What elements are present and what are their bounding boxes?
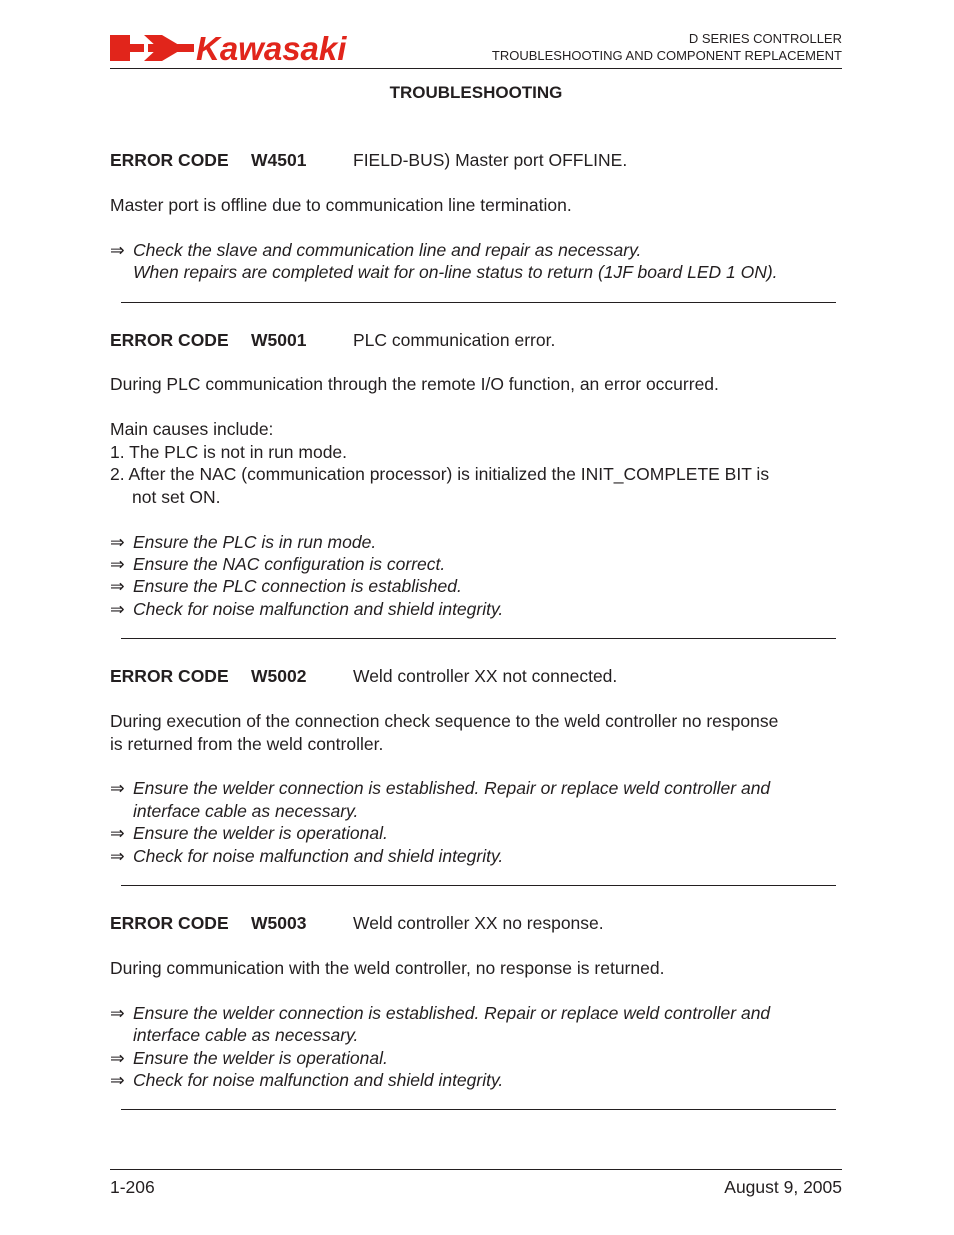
- action-item: ⇒ Ensure the welder connection is established. Repair or replace weld controller and: [110, 778, 771, 798]
- error-description: Master port is offline due to communication line termination.: [110, 195, 572, 215]
- cause-item: 2. After the NAC (communication processor) is initialized the INIT_COMPLETE BIT is: [110, 464, 770, 484]
- arrow-icon: ⇒: [110, 554, 125, 574]
- section-separator: [121, 302, 836, 303]
- error-code: W5001: [251, 330, 307, 350]
- error-title: Weld controller XX no response.: [353, 913, 604, 933]
- error-label: ERROR CODE: [110, 913, 229, 933]
- page-title: TROUBLESHOOTING: [389, 83, 563, 102]
- arrow-icon: ⇒: [110, 532, 125, 552]
- action-item: ⇒ Check the slave and communication line and repair as necessary.: [110, 240, 642, 260]
- action-item: ⇒ Ensure the PLC is in run mode.: [110, 532, 377, 552]
- arrow-icon: ⇒: [110, 599, 125, 619]
- action-item: ⇒ Ensure the welder is operational.: [110, 823, 388, 843]
- action-item-continued: interface cable as necessary.: [133, 801, 359, 821]
- arrow-icon: ⇒: [110, 778, 125, 798]
- page-date: August 9, 2005: [724, 1177, 842, 1197]
- error-description-continued: is returned from the weld controller.: [110, 734, 384, 754]
- action-item: ⇒ Ensure the NAC configuration is correct.: [110, 554, 446, 574]
- error-code: W5002: [251, 666, 307, 686]
- arrow-icon: ⇒: [110, 823, 125, 843]
- action-item: ⇒ Check for noise malfunction and shield integrity.: [110, 1070, 504, 1090]
- action-item: ⇒ Check for noise malfunction and shield integrity.: [110, 599, 504, 619]
- cause-item: 1. The PLC is not in run mode.: [110, 442, 348, 462]
- error-label: ERROR CODE: [110, 666, 229, 686]
- error-title: Weld controller XX not connected.: [353, 666, 618, 686]
- action-item: ⇒ Ensure the welder connection is established. Repair or replace weld controller and: [110, 1003, 771, 1023]
- error-description: During execution of the connection check sequence to the weld controller no response: [110, 711, 779, 731]
- arrow-icon: ⇒: [110, 846, 125, 866]
- logo-text: Kawasaki: [196, 33, 347, 63]
- section-separator: [121, 1109, 836, 1110]
- causes-intro: Main causes include:: [110, 419, 274, 439]
- section-separator: [121, 885, 836, 886]
- action-item: ⇒ Ensure the PLC connection is established.: [110, 576, 462, 596]
- action-item: ⇒ Check for noise malfunction and shield integrity.: [110, 846, 504, 866]
- arrow-icon: ⇒: [110, 576, 125, 596]
- arrow-icon: ⇒: [110, 1070, 125, 1090]
- kawasaki-logo: [110, 33, 388, 63]
- footer-rule: [110, 1169, 842, 1170]
- error-label: ERROR CODE: [110, 330, 229, 350]
- header-line-2: TROUBLESHOOTING AND COMPONENT REPLACEMENT: [491, 48, 842, 63]
- error-description: During PLC communication through the remote I/O function, an error occurred.: [110, 374, 719, 394]
- header-line-1: D SERIES CONTROLLER: [688, 31, 842, 46]
- action-item-continued: When repairs are completed wait for on-line status to return (1JF board LED 1 ON).: [133, 262, 778, 282]
- arrow-icon: ⇒: [110, 1048, 125, 1068]
- page-number: 1-206: [110, 1177, 155, 1197]
- section-separator: [121, 638, 836, 639]
- error-code: W5003: [251, 913, 307, 933]
- arrow-icon: ⇒: [110, 1003, 125, 1023]
- action-item-continued: interface cable as necessary.: [133, 1025, 359, 1045]
- action-item: ⇒ Ensure the welder is operational.: [110, 1048, 388, 1068]
- arrow-icon: ⇒: [110, 240, 125, 260]
- error-description: During communication with the weld controller, no response is returned.: [110, 958, 665, 978]
- error-code: W4501: [251, 150, 307, 170]
- error-title: FIELD-BUS) Master port OFFLINE.: [353, 150, 628, 170]
- cause-item-continued: not set ON.: [132, 487, 221, 507]
- header-rule: [110, 68, 842, 69]
- error-title: PLC communication error.: [353, 330, 556, 350]
- error-label: ERROR CODE: [110, 150, 229, 170]
